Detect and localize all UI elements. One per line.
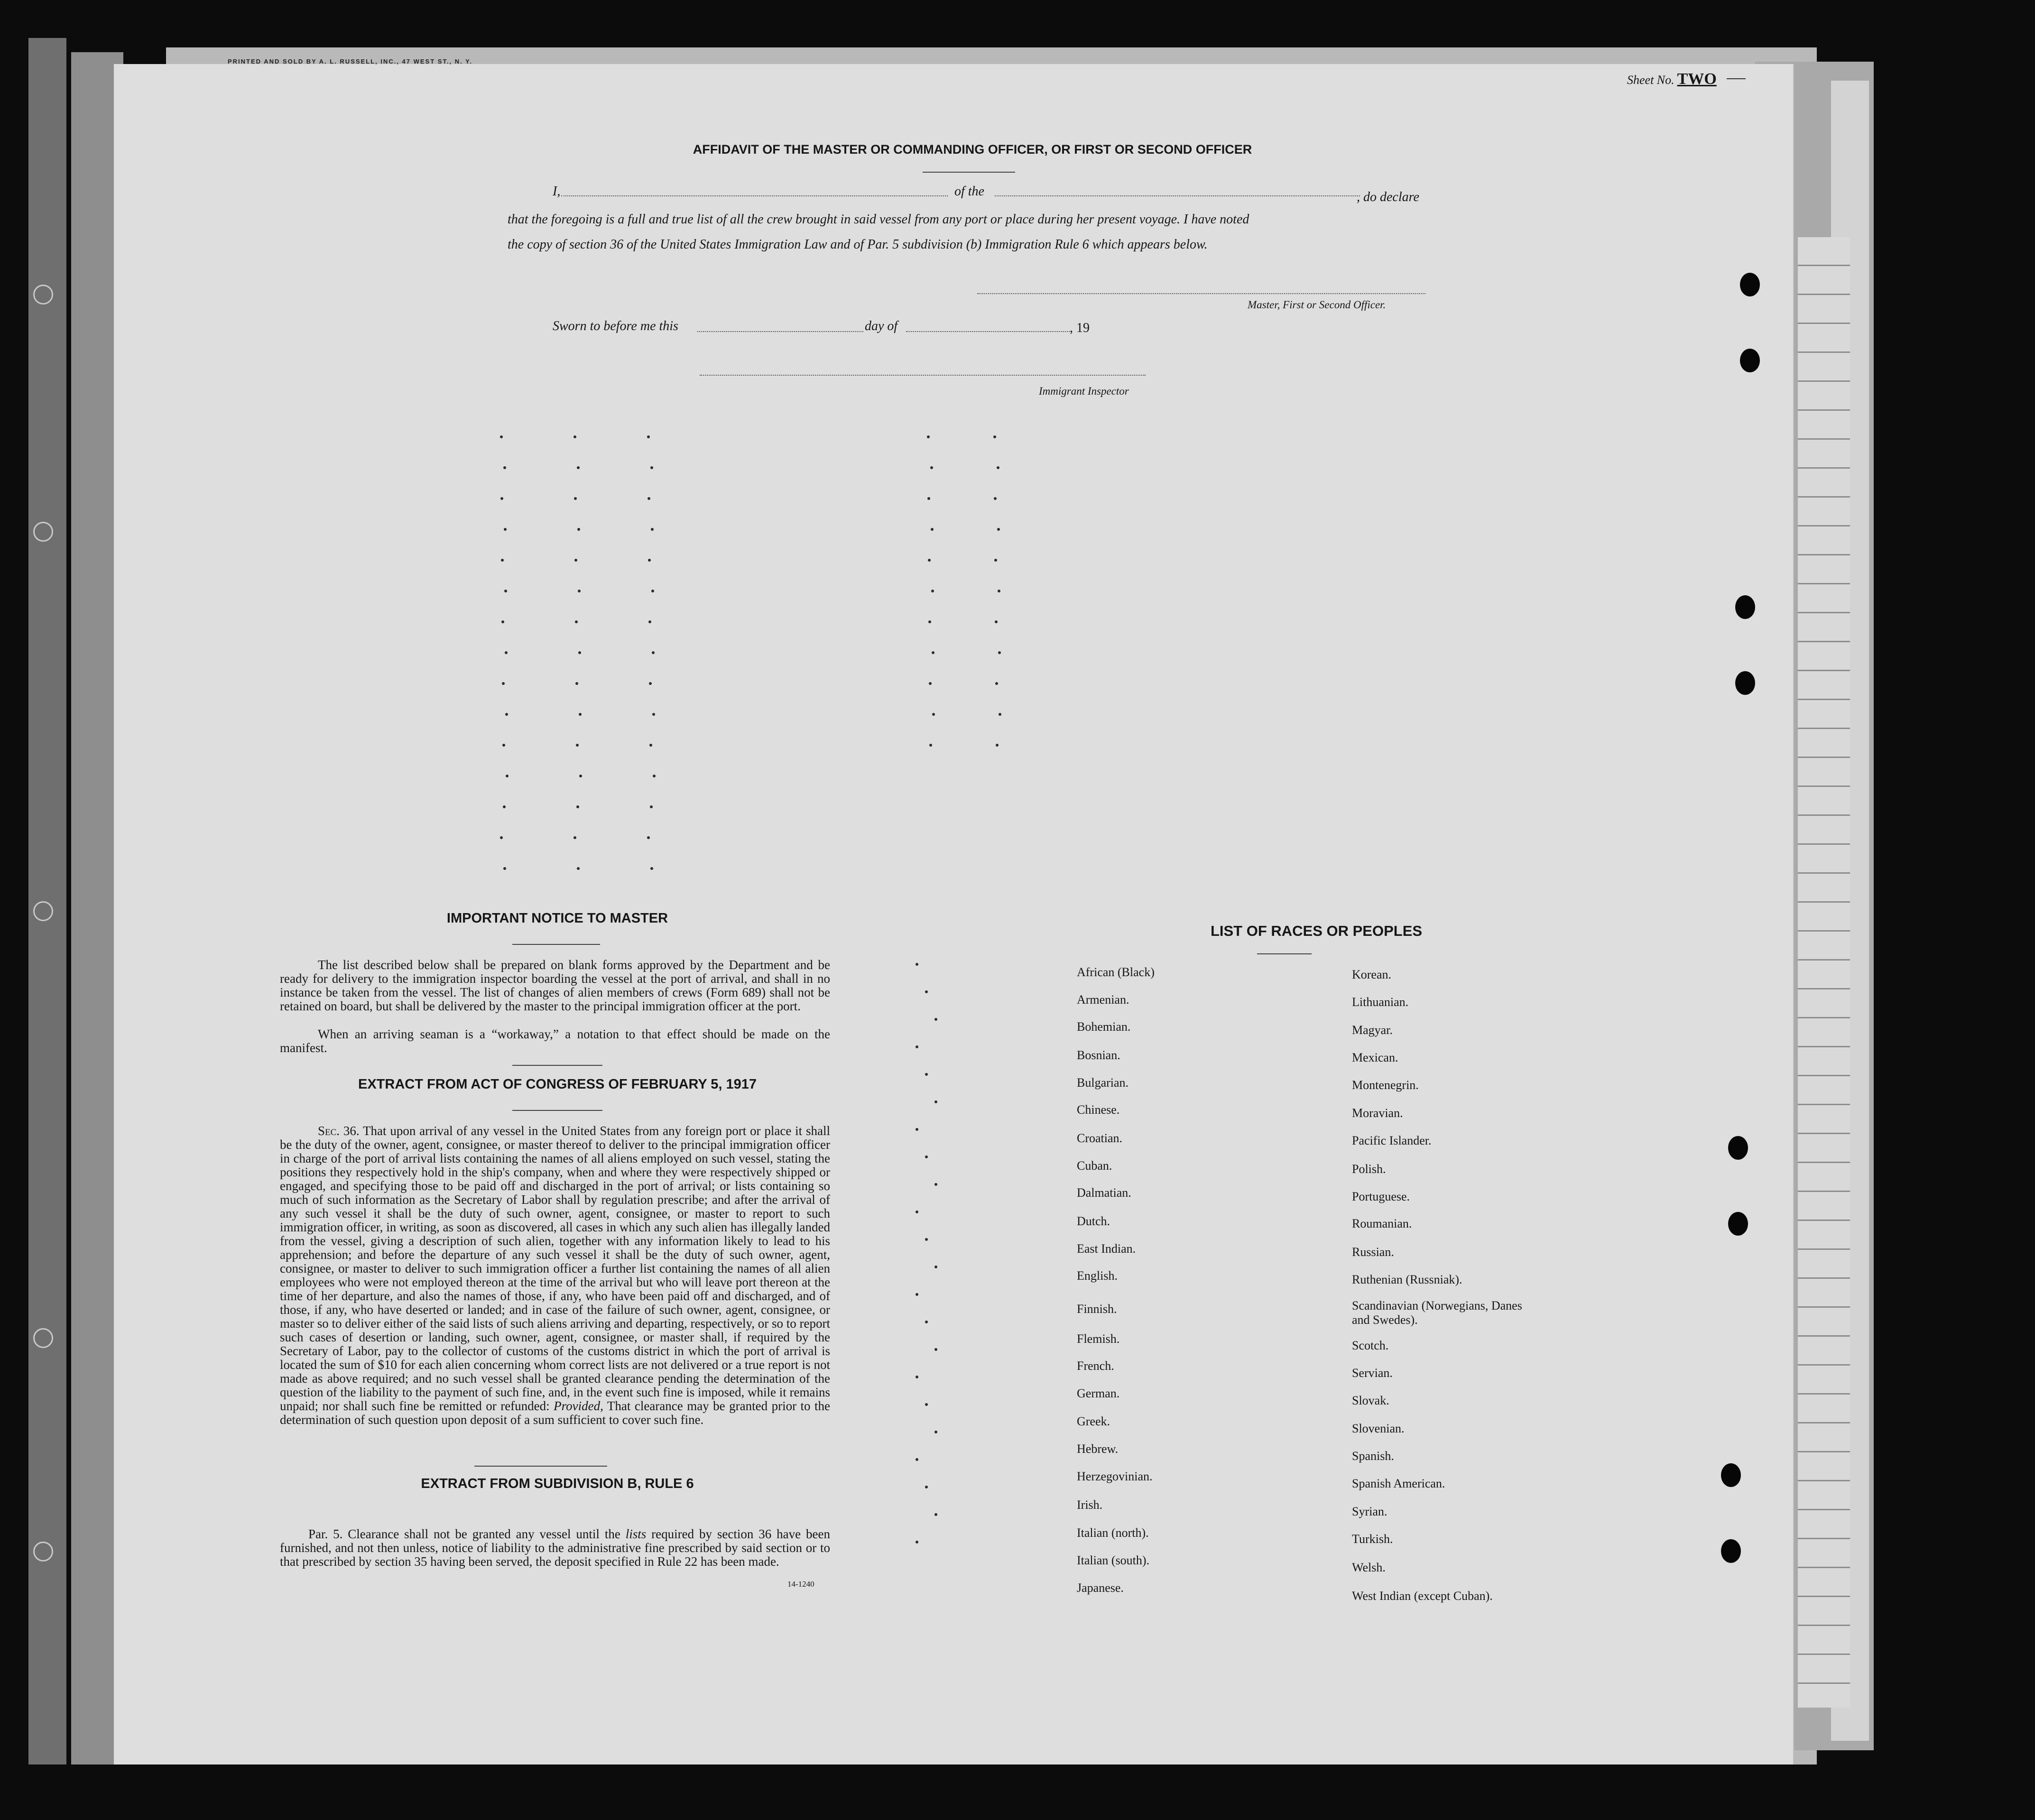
speck xyxy=(649,682,652,685)
race-item: Turkish. xyxy=(1352,1532,1393,1546)
race-item: Armenian. xyxy=(1077,993,1129,1007)
inspector-signature-label: Immigrant Inspector xyxy=(1039,385,1129,397)
speck xyxy=(500,836,503,839)
speck xyxy=(934,1100,937,1103)
race-item: Scotch. xyxy=(1352,1339,1389,1352)
speck xyxy=(505,713,508,716)
section-36-end: That clearance may be granted prior to the determination of such question upon deposit of a sum sufficient to cover such fine. xyxy=(280,1399,831,1427)
speck xyxy=(925,990,928,993)
race-item: Pacific Islander. xyxy=(1352,1134,1432,1147)
speck xyxy=(652,651,655,654)
speck xyxy=(916,1458,918,1461)
speck xyxy=(916,1293,918,1296)
speck xyxy=(653,775,656,777)
speck xyxy=(574,435,576,438)
speck xyxy=(930,466,933,469)
speck xyxy=(578,590,581,592)
speck xyxy=(506,775,509,777)
extract-act-text xyxy=(280,1124,830,1427)
speck xyxy=(995,620,998,623)
section-36-body: That upon arrival of any vessel in the United States from any foreign port or place it shall be the duty of the owner, agent, consignee, or master thereof to deliver to the principal immigration officer in charge of the port of arrival lists containing the names of all aliens employed on such vessel, stating the positions they respectively hold in the ship's company, when and where they were respectively shipped or engaged, and specifying those to be paid off and discharged in the port of arrival; or lists containing so much of such information as the Secretary of Labor shall by regulation prescribe; and after the arrival of any such vessel it shall be the duty of such owner, agent, consignee, or master to report to such immigration officer, in writing, as soon as discovered, all cases in which any such alien has illegally landed from the vessel, giving a description of such alien, together with any information likely to lead to his apprehension; and before the departure of any such vessel it shall be the duty of such owner, agent, consignee, or master to deliver to such immigration officer a further list containing the names of all alien employees who were not employed thereon at the time of the arrival but who will leave port thereon at the time of her departure, and also the names of those, if any, who have been paid off and discharged, and of those, if any, who have deserted or landed; and in case of the failure of such owner, agent, consignee, or master so to deliver either of the said lists of such aliens arriving and departing, respectively, or so to report such cases of desertion or landing, such owner, agent, consignee, or master shall, if required by the Secretary of Labor, pay to the collector of customs of the customs district in which the port of arrival is located the sum of $10 for each alien concerning whom correct lists are not delivered or a true report is not made as above required; and no such vessel shall be granted clearance pending the determination of the question of the liability to the payment of such fine, and, in the event such fine is imposed, while it remains unpaid; nor shall such fine be remitted or refunded: xyxy=(280,1124,830,1413)
affidavit-title: AFFIDAVIT OF THE MASTER OR COMMANDING OFFICER, OR FIRST OR SECOND OFFICER xyxy=(693,142,1252,157)
sworn-month-field[interactable] xyxy=(906,331,1070,332)
speck xyxy=(651,528,654,531)
punch-hole-icon xyxy=(1728,1212,1748,1236)
speck xyxy=(577,466,580,469)
sworn-year: , 19 xyxy=(1070,321,1090,335)
punch-hole-icon xyxy=(1740,273,1760,296)
sworn-label: Sworn to before me this xyxy=(553,319,678,333)
notice-title-rule xyxy=(512,944,600,945)
punch-hole-icon xyxy=(1721,1539,1741,1563)
master-name-field[interactable] xyxy=(561,195,948,196)
officer-signature-field[interactable] xyxy=(977,293,1425,294)
punch-hole-icon xyxy=(1728,1136,1748,1160)
race-item: Irish. xyxy=(1077,1498,1103,1512)
speck xyxy=(576,744,579,747)
binder-ring-icon xyxy=(33,901,53,921)
sheet-number-rule xyxy=(1727,78,1746,79)
notice-title: IMPORTANT NOTICE TO MASTER xyxy=(446,911,668,926)
race-item: Welsh. xyxy=(1352,1561,1386,1574)
speck xyxy=(993,435,996,438)
extract-act-end-rule xyxy=(474,1466,607,1467)
race-item: Slovak. xyxy=(1352,1394,1389,1407)
speck xyxy=(647,836,650,839)
race-item: Spanish. xyxy=(1352,1449,1394,1463)
race-item: Moravian. xyxy=(1352,1106,1403,1120)
extract-act-title: EXTRACT FROM ACT OF CONGRESS OF FEBRUARY 5, 1917 xyxy=(358,1077,757,1092)
speck xyxy=(925,1321,928,1323)
races-title-rule xyxy=(1257,953,1312,954)
speck xyxy=(934,1266,937,1268)
punch-hole-icon xyxy=(1735,671,1755,695)
speck xyxy=(651,590,654,592)
extract-act-rule xyxy=(512,1110,602,1111)
speck xyxy=(916,1376,918,1378)
race-item: Syrian. xyxy=(1352,1505,1388,1518)
speck xyxy=(929,682,932,685)
notice-end-rule xyxy=(512,1065,602,1066)
speck xyxy=(934,1183,937,1186)
speck xyxy=(579,775,582,777)
speck xyxy=(934,1513,937,1516)
race-item: Croatian. xyxy=(1077,1131,1123,1145)
speck xyxy=(648,559,651,562)
speck xyxy=(927,497,930,500)
punch-hole-icon xyxy=(1740,349,1760,372)
affidavit-line1: that the foregoing is a full and true list of all the crew brought in said vessel from any port or place during her present voyage. I have noted xyxy=(508,212,1249,227)
race-item: Russian. xyxy=(1352,1245,1394,1259)
speck xyxy=(931,528,934,531)
speck xyxy=(916,1541,918,1543)
race-item: Scandinavian (Norwegians, Danes and Swedes). xyxy=(1352,1299,1522,1327)
rule-text-a: Par. 5. Clearance shall not be granted any vessel until the xyxy=(308,1527,620,1541)
race-item: Dutch. xyxy=(1077,1214,1110,1228)
speck xyxy=(925,1155,928,1158)
sworn-day-of: day of xyxy=(865,319,898,333)
speck xyxy=(925,1403,928,1406)
speck xyxy=(652,713,655,716)
speck xyxy=(650,805,653,808)
officer-signature-label: Master, First or Second Officer. xyxy=(1248,299,1386,311)
speck xyxy=(994,497,997,500)
speck xyxy=(916,1128,918,1131)
race-item: Bulgarian. xyxy=(1077,1076,1129,1090)
race-item: Japanese. xyxy=(1077,1581,1124,1595)
speck xyxy=(995,682,998,685)
speck xyxy=(998,651,1001,654)
rule-text-b: required by section 36 have been furnished, and not then unless, notice of liability to the administrative fine prescribed by said section or to that prescribed by section 35 having been served, the deposit specified in Rule 22 has been made. xyxy=(280,1527,831,1569)
speck xyxy=(504,590,507,592)
binder-ring-icon xyxy=(33,522,53,542)
race-item: West Indian (except Cuban). xyxy=(1352,1589,1493,1603)
speck xyxy=(650,867,653,870)
title-rule xyxy=(923,172,1015,173)
race-item: German. xyxy=(1077,1386,1120,1400)
speck xyxy=(934,1348,937,1351)
race-item: Finnish. xyxy=(1077,1302,1117,1316)
speck xyxy=(500,435,503,438)
speck xyxy=(577,528,580,531)
race-item: Flemish. xyxy=(1077,1332,1120,1346)
speck xyxy=(932,651,934,654)
provided-label: Provided, xyxy=(554,1399,603,1413)
affidavit-do-declare: , do declare xyxy=(1357,190,1419,204)
affidavit-of-the: of the xyxy=(954,184,984,199)
punch-hole-icon xyxy=(1735,595,1755,619)
sheet-number-value: TWO xyxy=(1677,70,1717,88)
speck xyxy=(925,1486,928,1488)
race-item: English. xyxy=(1077,1269,1118,1283)
race-item: Portuguese. xyxy=(1352,1190,1410,1203)
speck xyxy=(649,744,652,747)
speck xyxy=(928,559,931,562)
race-item: Korean. xyxy=(1352,968,1392,981)
ruled-ledger-edge xyxy=(1798,237,1850,1708)
inspector-signature-field[interactable] xyxy=(700,375,1146,376)
speck xyxy=(503,805,506,808)
race-item: East Indian. xyxy=(1077,1242,1136,1256)
speck xyxy=(648,497,650,500)
speck xyxy=(504,528,507,531)
speck xyxy=(931,590,934,592)
manifest-page xyxy=(114,64,1794,1765)
notice-paragraph-2: When an arriving seaman is a “workaway,” a notation to that effect should be made on the manifest. xyxy=(280,1027,830,1055)
vessel-name-field[interactable] xyxy=(995,195,1360,196)
affidavit-line2: the copy of section 36 of the United States Immigration Law and of Par. 5 subdivision (b) Immigration Rule 6 which appears below. xyxy=(508,237,1208,252)
speck xyxy=(574,836,576,839)
race-item: Roumanian. xyxy=(1352,1217,1412,1230)
speck xyxy=(579,713,582,716)
form-number: 14-1240 xyxy=(787,1580,814,1589)
speck xyxy=(927,435,930,438)
sheet-number xyxy=(1627,70,1717,88)
race-item: Magyar. xyxy=(1352,1023,1393,1037)
race-item: Polish. xyxy=(1352,1162,1386,1176)
race-item: Herzegovinian. xyxy=(1077,1469,1153,1483)
race-item: African (Black) xyxy=(1077,965,1155,979)
speck xyxy=(647,435,650,438)
binder-ring-icon xyxy=(33,285,53,305)
notice-paragraph-1: The list described below shall be prepared on blank forms approved by the Department and be ready for delivery to the immigration inspector boarding the vessel at the port of arrival, and shall in no instance be taken from the vessel. The list of changes of alien members of crews (Form 689) shall not be retained on board, but shall be delivered by the master to the principal immigration officer at the port. xyxy=(280,958,830,1013)
speck xyxy=(500,497,503,500)
speck xyxy=(925,1073,928,1076)
race-item: Chinese. xyxy=(1077,1103,1120,1117)
binder-ring-icon xyxy=(33,1542,53,1561)
printer-imprint: PRINTED AND SOLD BY A. L. RUSSELL, INC., 47 WEST ST., N. Y. xyxy=(228,58,472,65)
speck xyxy=(574,559,577,562)
speck xyxy=(996,744,999,747)
race-item: Servian. xyxy=(1352,1366,1393,1380)
race-item: Cuban. xyxy=(1077,1159,1112,1173)
speck xyxy=(650,466,653,469)
speck xyxy=(575,682,578,685)
speck xyxy=(501,620,504,623)
speck xyxy=(577,867,580,870)
race-item: Greek. xyxy=(1077,1414,1110,1428)
extract-rule-text xyxy=(280,1527,830,1569)
speck xyxy=(928,620,931,623)
speck xyxy=(916,1210,918,1213)
speck xyxy=(925,1238,928,1241)
speck xyxy=(501,559,504,562)
speck xyxy=(574,497,577,500)
speck xyxy=(575,620,578,623)
speck xyxy=(997,466,999,469)
race-item: Slovenian. xyxy=(1352,1422,1405,1435)
speck xyxy=(916,1045,918,1048)
race-item: Bohemian. xyxy=(1077,1020,1131,1034)
speck xyxy=(502,682,505,685)
race-item: Ruthenian (Russniak). xyxy=(1352,1273,1462,1286)
rule-lists-word: lists xyxy=(625,1527,647,1541)
speck xyxy=(502,744,505,747)
speck xyxy=(503,466,506,469)
race-item: Montenegrin. xyxy=(1352,1078,1419,1092)
race-item: Italian (south). xyxy=(1077,1553,1150,1567)
speck xyxy=(932,713,935,716)
speck xyxy=(578,651,581,654)
speck xyxy=(934,1018,937,1021)
speck xyxy=(648,620,651,623)
binder-ring-icon xyxy=(33,1328,53,1348)
punch-hole-icon xyxy=(1721,1463,1741,1487)
race-item: Bosnian. xyxy=(1077,1048,1120,1062)
speck xyxy=(505,651,508,654)
affidavit-i-label: I, xyxy=(553,184,561,199)
sheet-number-label: Sheet No. xyxy=(1627,73,1674,87)
speck xyxy=(576,805,579,808)
speck xyxy=(994,559,997,562)
race-item: Lithuanian. xyxy=(1352,995,1409,1009)
sworn-day-field[interactable] xyxy=(697,331,863,332)
race-item: Dalmatian. xyxy=(1077,1186,1131,1200)
section-label: Sec. 36. xyxy=(318,1124,360,1138)
speck xyxy=(934,1431,937,1433)
race-item: Mexican. xyxy=(1352,1051,1398,1064)
race-item: French. xyxy=(1077,1359,1114,1373)
speck xyxy=(998,590,1000,592)
race-item: Spanish American. xyxy=(1352,1477,1445,1490)
speck xyxy=(997,528,1000,531)
race-item: Italian (north). xyxy=(1077,1526,1149,1540)
speck xyxy=(999,713,1001,716)
speck xyxy=(503,867,506,870)
speck xyxy=(929,744,932,747)
extract-rule-title: EXTRACT FROM SUBDIVISION B, RULE 6 xyxy=(421,1476,694,1491)
races-title: LIST OF RACES OR PEOPLES xyxy=(1210,923,1423,939)
speck xyxy=(916,963,918,966)
race-item: Hebrew. xyxy=(1077,1442,1119,1456)
